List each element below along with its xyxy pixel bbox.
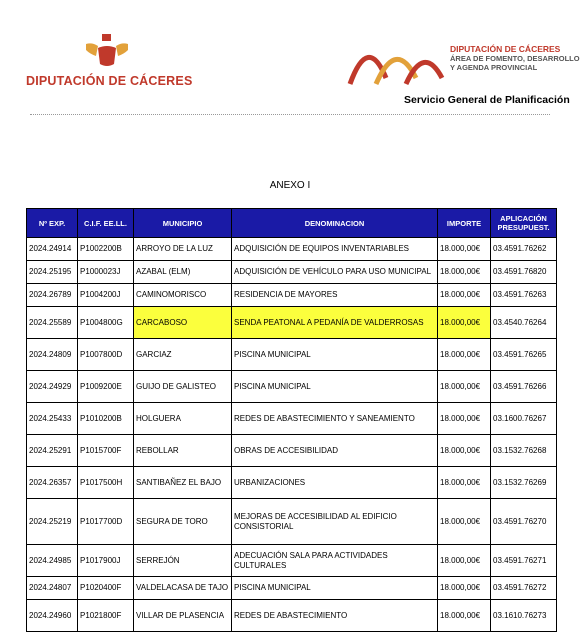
cell-municipio: SANTIBAÑEZ EL BAJO	[134, 467, 232, 499]
cell-municipio: AZABAL (ELM)	[134, 261, 232, 284]
cell-municipio: VALDELACASA DE TAJO	[134, 577, 232, 600]
cell-importe: 18.000,00€	[438, 403, 491, 435]
cell-denominacion: ADQUISICIÓN DE EQUIPOS INVENTARIABLES	[232, 238, 438, 261]
cell-municipio: GARCIAZ	[134, 339, 232, 371]
cell-municipio: CAMINOMORISCO	[134, 284, 232, 307]
header-aplicacion: APLICACIÓN PRESUPUEST.	[491, 209, 557, 238]
table-row	[27, 435, 557, 467]
cell-importe: 18.000,00€	[438, 371, 491, 403]
table-row	[27, 577, 557, 600]
cell-denominacion: OBRAS DE ACCESIBILIDAD	[232, 435, 438, 467]
cell-denominacion: ADQUISICIÓN DE VEHÍCULO PARA USO MUNICIPAL	[232, 261, 438, 284]
cell-denominacion: PISCINA MUNICIPAL	[232, 339, 438, 371]
cell-exp: 2024.24807	[27, 577, 78, 600]
right-logo-subtitle	[450, 54, 580, 72]
cell-exp: 2024.25219	[27, 499, 78, 545]
annex-title: ANEXO I	[269, 180, 311, 191]
cell-aplicacion: 03.1532.76268	[491, 435, 557, 467]
header-importe: IMPORTE	[438, 209, 491, 238]
cell-exp: 2024.25589	[27, 307, 78, 339]
cell-denominacion: URBANIZACIONES	[232, 467, 438, 499]
cell-aplicacion: 03.4540.76264	[491, 307, 557, 339]
table-row	[27, 499, 557, 545]
cell-aplicacion: 03.4591.76263	[491, 284, 557, 307]
cell-cif: P1000023J	[78, 261, 134, 284]
cell-exp: 2024.26357	[27, 467, 78, 499]
cell-cif: P1009200E	[78, 371, 134, 403]
area-logo-arches-icon	[346, 38, 446, 88]
right-logo-sub1: ÁREA DE FOMENTO, DESARROLLO	[450, 54, 580, 63]
cell-denominacion: PISCINA MUNICIPAL	[232, 371, 438, 403]
cell-denominacion: PISCINA MUNICIPAL	[232, 577, 438, 600]
cell-municipio: ARROYO DE LA LUZ	[134, 238, 232, 261]
left-logo-text: DIPUTACIÓN DE CÁCERES	[26, 74, 193, 88]
cell-denominacion: MEJORAS DE ACCESIBILIDAD AL EDIFICIO CONSISTORIAL	[232, 499, 438, 545]
cell-cif: P1004200J	[78, 284, 134, 307]
service-name: Servicio General de Planificación	[404, 94, 570, 106]
cell-exp: 2024.26789	[27, 284, 78, 307]
header-denominacion: DENOMINACION	[232, 209, 438, 238]
cell-aplicacion: 03.4591.76265	[491, 339, 557, 371]
table-row-highlighted	[27, 307, 557, 339]
grants-table	[26, 208, 557, 632]
cell-aplicacion: 03.1600.76267	[491, 403, 557, 435]
header-divider	[30, 114, 550, 115]
cell-cif: P1017900J	[78, 545, 134, 577]
table-row	[27, 371, 557, 403]
cell-municipio: CARCABOSO	[134, 307, 232, 339]
table-row	[27, 600, 557, 632]
cell-denominacion: REDES DE ABASTECIMIENTO Y SANEAMIENTO	[232, 403, 438, 435]
cell-aplicacion: 03.4591.76270	[491, 499, 557, 545]
document-header	[0, 0, 580, 120]
cell-exp: 2024.24929	[27, 371, 78, 403]
header-cif: C.I.F. EE.LL.	[78, 209, 134, 238]
cell-aplicacion: 03.4591.76820	[491, 261, 557, 284]
cell-importe: 18.000,00€	[438, 577, 491, 600]
cell-cif: P1015700F	[78, 435, 134, 467]
cell-aplicacion: 03.4591.76271	[491, 545, 557, 577]
cell-aplicacion: 03.4591.76272	[491, 577, 557, 600]
cell-exp: 2024.24960	[27, 600, 78, 632]
table-row	[27, 261, 557, 284]
cell-denominacion: SENDA PEATONAL A PEDANÍA DE VALDERROSAS	[232, 307, 438, 339]
cell-importe: 18.000,00€	[438, 307, 491, 339]
cell-importe: 18.000,00€	[438, 499, 491, 545]
cell-denominacion: ADECUACIÓN SALA PARA ACTIVIDADES CULTURALES	[232, 545, 438, 577]
cell-cif: P1004800G	[78, 307, 134, 339]
cell-denominacion: REDES DE ABASTECIMIENTO	[232, 600, 438, 632]
cell-cif: P1020400F	[78, 577, 134, 600]
cell-exp: 2024.24914	[27, 238, 78, 261]
table-row	[27, 403, 557, 435]
cell-aplicacion: 03.1532.76269	[491, 467, 557, 499]
cell-importe: 18.000,00€	[438, 600, 491, 632]
cell-importe: 18.000,00€	[438, 545, 491, 577]
cell-cif: P1002200B	[78, 238, 134, 261]
diputacion-logo	[26, 34, 196, 94]
cell-cif: P1021800F	[78, 600, 134, 632]
diputacion-emblem-icon	[82, 34, 132, 70]
cell-municipio: SEGURA DE TORO	[134, 499, 232, 545]
cell-cif: P1010200B	[78, 403, 134, 435]
table-header-row	[27, 209, 557, 238]
cell-municipio: SERREJÓN	[134, 545, 232, 577]
table-row	[27, 284, 557, 307]
cell-aplicacion: 03.4591.76262	[491, 238, 557, 261]
table-row	[27, 467, 557, 499]
cell-importe: 18.000,00€	[438, 261, 491, 284]
cell-importe: 18.000,00€	[438, 238, 491, 261]
table-row	[27, 339, 557, 371]
cell-importe: 18.000,00€	[438, 284, 491, 307]
cell-municipio: VILLAR DE PLASENCIA	[134, 600, 232, 632]
area-logo	[346, 38, 580, 108]
cell-cif: P1007800D	[78, 339, 134, 371]
cell-municipio: REBOLLAR	[134, 435, 232, 467]
header-exp: Nº EXP.	[27, 209, 78, 238]
cell-municipio: GUIJO DE GALISTEO	[134, 371, 232, 403]
cell-importe: 18.000,00€	[438, 435, 491, 467]
header-municipio: MUNICIPIO	[134, 209, 232, 238]
cell-denominacion: RESIDENCIA DE MAYORES	[232, 284, 438, 307]
cell-importe: 18.000,00€	[438, 339, 491, 371]
cell-cif: P1017500H	[78, 467, 134, 499]
cell-aplicacion: 03.1610.76273	[491, 600, 557, 632]
cell-importe: 18.000,00€	[438, 467, 491, 499]
table-row	[27, 545, 557, 577]
cell-exp: 2024.24985	[27, 545, 78, 577]
right-logo-sub2: Y AGENDA PROVINCIAL	[450, 63, 538, 72]
cell-exp: 2024.24809	[27, 339, 78, 371]
cell-exp: 2024.25291	[27, 435, 78, 467]
cell-municipio: HOLGUERA	[134, 403, 232, 435]
cell-cif: P1017700D	[78, 499, 134, 545]
right-logo-title: DIPUTACIÓN DE CÁCERES	[450, 44, 561, 54]
cell-exp: 2024.25433	[27, 403, 78, 435]
table-row	[27, 238, 557, 261]
cell-exp: 2024.25195	[27, 261, 78, 284]
cell-aplicacion: 03.4591.76266	[491, 371, 557, 403]
